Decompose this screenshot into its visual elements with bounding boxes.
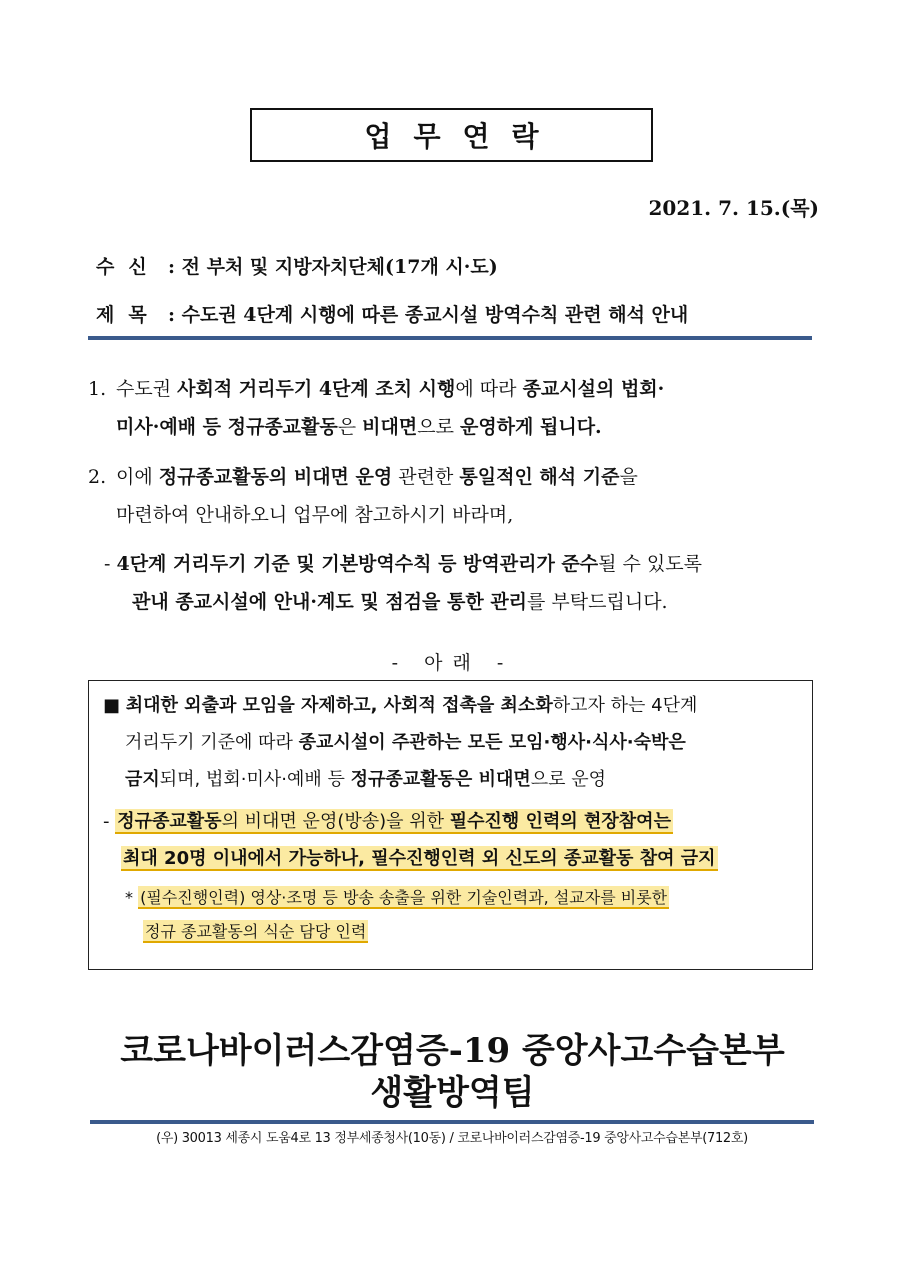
bold-run: 정규종교활동은 비대면 — [350, 769, 531, 790]
text-run: 되며, 법회·미사·예배 등 — [159, 769, 351, 790]
text-run: 에 따라 — [455, 378, 523, 400]
address-line: (우) 30013 세종시 도움4로 13 정부세종청사(10동) / 코로나바이러스감염증-19 중앙사고수습본부(712호) — [156, 1131, 748, 1146]
text-run: 거리두기 기준에 따라 — [125, 732, 299, 753]
bold-run: 사회적 거리두기 4단계 조치 시행 — [177, 378, 456, 400]
highlighted-run: 최대 20명 이내에서 가능하나, 필수진행인력 외 신도의 종교활동 참여 금지 — [123, 848, 716, 869]
subject-row — [96, 300, 688, 327]
bold-run: 비대면 — [362, 416, 418, 438]
recipient-value: : 전 부처 및 지방자치단체(17개 시·도) — [168, 256, 498, 278]
box-item-1 — [103, 687, 803, 798]
square-bullet-icon: ■ — [103, 695, 121, 716]
bold-run: 관내 종교시설에 안내·계도 및 점검을 통한 관리 — [132, 591, 528, 613]
bold-run: 정규종교활동의 비대면 운영 — [158, 466, 393, 488]
details-box — [88, 680, 813, 970]
bold-run: 정규종교활동 — [117, 811, 222, 832]
text-run: 은 — [337, 416, 363, 438]
bold-run: 미사·예배 등 정규종교활동 — [116, 416, 338, 438]
highlighted-run: (필수진행인력) 영상·조명 등 방송 송출을 위한 기술인력과, 설교자를 비롯한 — [140, 888, 668, 907]
paragraph-2 — [88, 458, 823, 534]
organization-line-2: 생활방역팀 — [370, 1073, 535, 1113]
text-run: 하고자 하는 4단계 — [552, 695, 698, 716]
text-run: 수도권 — [116, 378, 178, 400]
paragraph-number: 1. — [88, 378, 107, 400]
header-divider — [88, 336, 812, 340]
text-run: 으로 운영 — [530, 769, 607, 790]
asterisk-marker: * — [125, 888, 133, 907]
highlighted-run: 정규 종교활동의 식순 담당 인력 — [145, 922, 367, 941]
text-run: 으로 — [417, 416, 460, 438]
recipient-row — [96, 252, 498, 279]
paragraph-3 — [104, 545, 824, 621]
box-item-3 — [125, 881, 805, 949]
document-title: 업무연락 — [250, 108, 653, 162]
below-heading: - 아래 - — [391, 652, 514, 674]
dash-marker: - — [104, 553, 117, 575]
bold-run: 통일적인 해석 기준 — [459, 466, 620, 488]
text-run: 이에 — [116, 466, 159, 488]
subject-value: : 수도권 4단계 시행에 따른 종교시설 방역수칙 관련 해석 안내 — [168, 304, 689, 326]
bold-run: 4단계 거리두기 기준 및 기본방역수칙 등 방역관리가 준수 — [116, 553, 599, 575]
dash-marker: - — [103, 811, 110, 832]
text-run: 마련하여 안내하오니 업무에 참고하시기 바라며, — [116, 504, 514, 526]
text-run: 의 비대면 운영(방송)을 위한 — [221, 811, 450, 832]
bold-run: 최대한 외출과 모임을 자제하고, 사회적 접촉을 최소화 — [125, 695, 553, 716]
document-date: 2021. 7. 15.(목) — [648, 196, 819, 220]
organization-name — [0, 1030, 905, 1114]
text-run: 을 — [619, 466, 638, 488]
footer-divider — [90, 1120, 814, 1124]
subject-label: 제목 — [96, 304, 161, 326]
paragraph-number: 2. — [88, 466, 107, 488]
bold-run: 종교시설이 주관하는 모든 모임·행사·식사·숙박은 — [298, 732, 686, 753]
bold-run: 금지 — [125, 769, 160, 790]
box-item-2 — [103, 803, 803, 877]
text-run: 를 부탁드립니다. — [527, 591, 668, 613]
bold-run: 종교시설의 법회· — [522, 378, 665, 400]
recipient-label: 수신 — [96, 256, 161, 278]
paragraph-1 — [88, 370, 823, 446]
bold-run: 운영하게 됩니다. — [459, 416, 602, 438]
organization-line-1: 코로나바이러스감염증-19 중앙사고수습본부 — [120, 1031, 785, 1071]
bold-run: 필수진행 인력의 현장참여는 — [449, 811, 671, 832]
text-run: 관련한 — [392, 466, 460, 488]
text-run: 될 수 있도록 — [598, 553, 702, 575]
